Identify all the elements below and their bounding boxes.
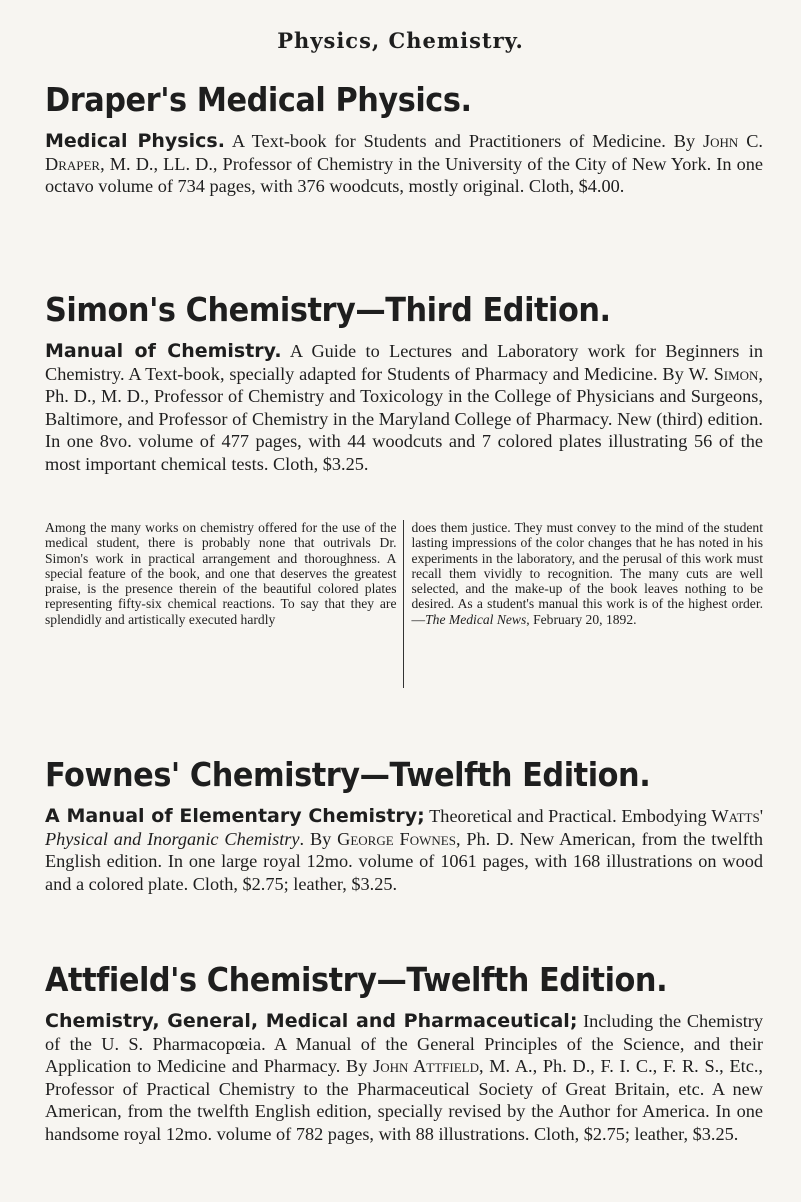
draper-title: Draper's Medical Physics. [45,80,472,119]
attfield-title: Attfield's Chemistry—Twelfth Edition. [45,960,668,999]
simon-text-a: A Guide to Lectures and Laboratory work for Beginners in Chemistry. A Text-book, specially adapted for Students of Pharmacy and Medicine. By [45,341,764,384]
simon-text-b: , Ph. D., M. D., Professor of Chemistry and Toxicology in the College of Physicians and Surgeons, Baltimore, and Professor of Chemistry in the Maryland College of Pharmacy. New (third) edition. In one 8vo. volume of 477 pages, with 44 woodcuts and 7 colored plates illustrating 56 of the most important chemical tests. Cloth, $3.25. [45,363,763,474]
attfield-lead: Chemistry, General, Medical and Pharmaceutical; [45,1010,578,1032]
simon-review-date: , February 20, 1892. [526,611,637,627]
draper-text-b: , M. D., LL. D., Professor of Chemistry in the University of the City of New York. In one octavo volume of 734 pages, with 376 woodcuts, mostly original. Cloth, $4.00. [45,153,763,196]
simon-review-left: Among the many works on chemistry offered for the use of the medical student, there is probably none that outrivals Dr. Simon's work in practical arrangement and thoroughness. A special feature of the book, and one that deserves the greatest praise, is the presence therein of the beautiful colored plates representing fifty-six chemical reactions. To say that they are splendidly and artistically executed hardly [45,520,404,688]
fownes-description [45,805,763,895]
simon-review-right [404,520,764,688]
fownes-title: Fownes' Chemistry—Twelfth Edition. [45,755,651,794]
page-header: Physics, Chemistry. [277,28,524,53]
simon-lead: Manual of Chemistry. [45,340,282,362]
draper-lead: Medical Physics. [45,130,225,152]
attfield-author: John Attfield [373,1056,479,1076]
fownes-watts: Watts' [711,806,763,826]
fownes-author: George Fownes [337,828,456,849]
simon-review-source: The Medical News [425,611,527,627]
fownes-text-a: Theoretical and Practical. Embodying [424,806,712,826]
simon-title: Simon's Chemistry—Third Edition. [45,290,611,329]
fownes-italic-title: Physical and Inorganic Chemistry [45,828,300,849]
attfield-description [45,1010,763,1145]
simon-description [45,340,763,475]
draper-text-a: A Text-book for Students and Practitioners of Medicine. By [224,131,704,151]
fownes-lead: A Manual of Elementary Chemistry; [45,805,425,827]
draper-author: John C. Draper [45,131,763,174]
simon-review [45,520,763,688]
fownes-text-b: . By [299,828,338,849]
attfield-text-b: , M. A., Ph. D., F. I. C., F. R. S., Etc., Professor of Practical Chemistry to the Pharmaceutical Society of Great Britain, etc. A new American, from the twelfth English edition, specially revised by the Author for America. In one handsome royal 12mo. volume of 782 pages, with 88 illustrations. Cloth, $2.75; leather, $3.25. [45,1056,763,1144]
fownes-text-c: , Ph. D. New American, from the twelfth English edition. In one large royal 12mo. volume of 1061 pages, with 168 illustrations on wood and a colored plate. Cloth, $2.75; leather, $3.25. [45,828,763,894]
draper-description [45,130,763,198]
simon-review-text: does them justice. They must convey to the mind of the student lasting impressions of the color changes that he has noted in his experiments in the laboratory, and the perusal of this work must recall them vividly to recognition. The many cuts are well selected, and the make-up of the book leaves nothing to be desired. As a student's manual this work is of the highest order.— [411,520,763,627]
simon-author: W. Simon [688,363,759,384]
attfield-text-a: Including the Chemistry of the U. S. Pharmacopœia. A Manual of the General Principles of the Science, and their Application to Medicine and Pharmacy. By [45,1011,764,1076]
